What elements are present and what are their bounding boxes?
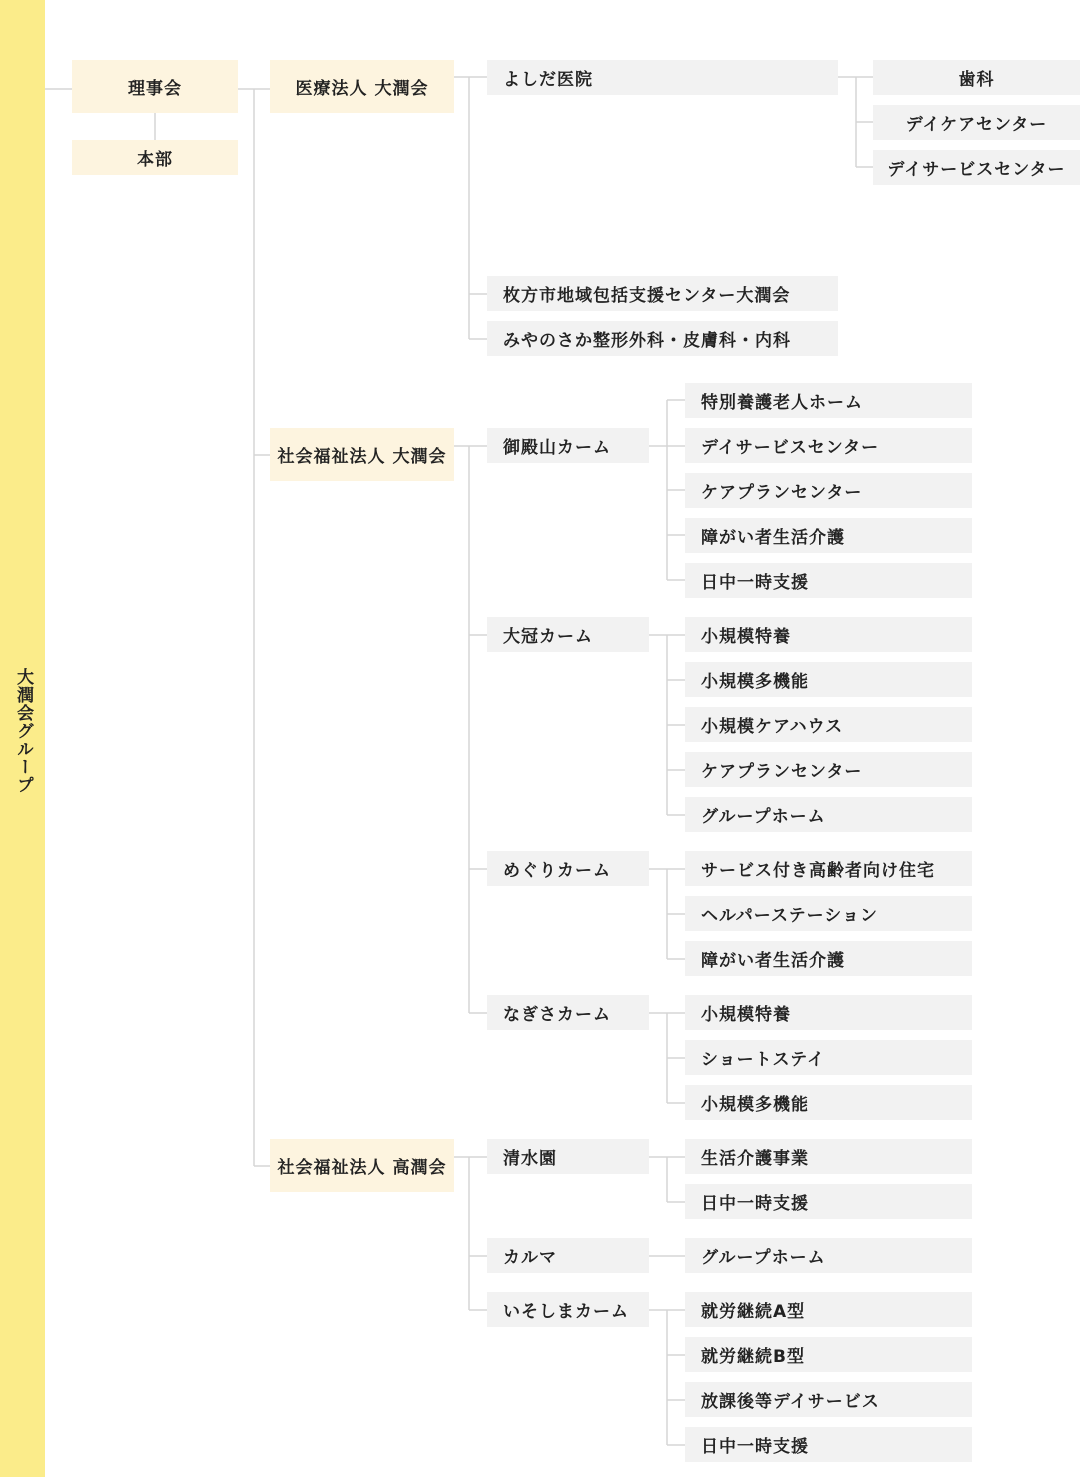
service-box: 日中一時支援 bbox=[685, 563, 972, 598]
facility-box: めぐりカーム bbox=[487, 851, 649, 886]
board-box: 理事会 bbox=[72, 60, 238, 113]
service-box: 放課後等デイサービス bbox=[685, 1382, 972, 1417]
facility-box: 御殿山カーム bbox=[487, 428, 649, 463]
service-box: ヘルパーステーション bbox=[685, 896, 972, 931]
facility-box: いそしまカーム bbox=[487, 1292, 649, 1327]
service-box: 小規模ケアハウス bbox=[685, 707, 972, 742]
service-box: 日中一時支援 bbox=[685, 1427, 972, 1462]
service-box: 小規模多機能 bbox=[685, 1085, 972, 1120]
service-box: グループホーム bbox=[685, 797, 972, 832]
service-box: デイサービスセンター bbox=[685, 428, 972, 463]
facility-box: 大冠カーム bbox=[487, 617, 649, 652]
service-box: デイケアセンター bbox=[873, 105, 1080, 140]
service-box: 日中一時支援 bbox=[685, 1184, 972, 1219]
headquarters-box: 本部 bbox=[72, 140, 238, 175]
facility-box: なぎさカーム bbox=[487, 995, 649, 1030]
service-box: 歯科 bbox=[873, 60, 1080, 95]
service-box: 小規模特養 bbox=[685, 617, 972, 652]
facility-box: よしだ医院 bbox=[487, 60, 838, 95]
service-box: 小規模多機能 bbox=[685, 662, 972, 697]
corporation-box: 医療法人 大潤会 bbox=[270, 60, 454, 113]
service-box: 障がい者生活介護 bbox=[685, 518, 972, 553]
service-box: 特別養護老人ホーム bbox=[685, 383, 972, 418]
service-box: 就労継続B型 bbox=[685, 1337, 972, 1372]
facility-box: 清水園 bbox=[487, 1139, 649, 1174]
service-box: 障がい者生活介護 bbox=[685, 941, 972, 976]
service-box: グループホーム bbox=[685, 1238, 972, 1273]
facility-box: みやのさか整形外科・皮膚科・内科 bbox=[487, 321, 838, 356]
service-box: 小規模特養 bbox=[685, 995, 972, 1030]
service-box: 生活介護事業 bbox=[685, 1139, 972, 1174]
corporation-box: 社会福祉法人 高潤会 bbox=[270, 1139, 454, 1192]
facility-box: 枚方市地域包括支援センター大潤会 bbox=[487, 276, 838, 311]
service-box: デイサービスセンター bbox=[873, 150, 1080, 185]
corporation-box: 社会福祉法人 大潤会 bbox=[270, 428, 454, 481]
facility-box: カルマ bbox=[487, 1238, 649, 1273]
service-box: ショートステイ bbox=[685, 1040, 972, 1075]
service-box: ケアプランセンター bbox=[685, 473, 972, 508]
service-box: 就労継続A型 bbox=[685, 1292, 972, 1327]
service-box: ケアプランセンター bbox=[685, 752, 972, 787]
service-box: サービス付き高齢者向け住宅 bbox=[685, 851, 972, 886]
group-label: 大潤会グループ bbox=[13, 668, 33, 794]
